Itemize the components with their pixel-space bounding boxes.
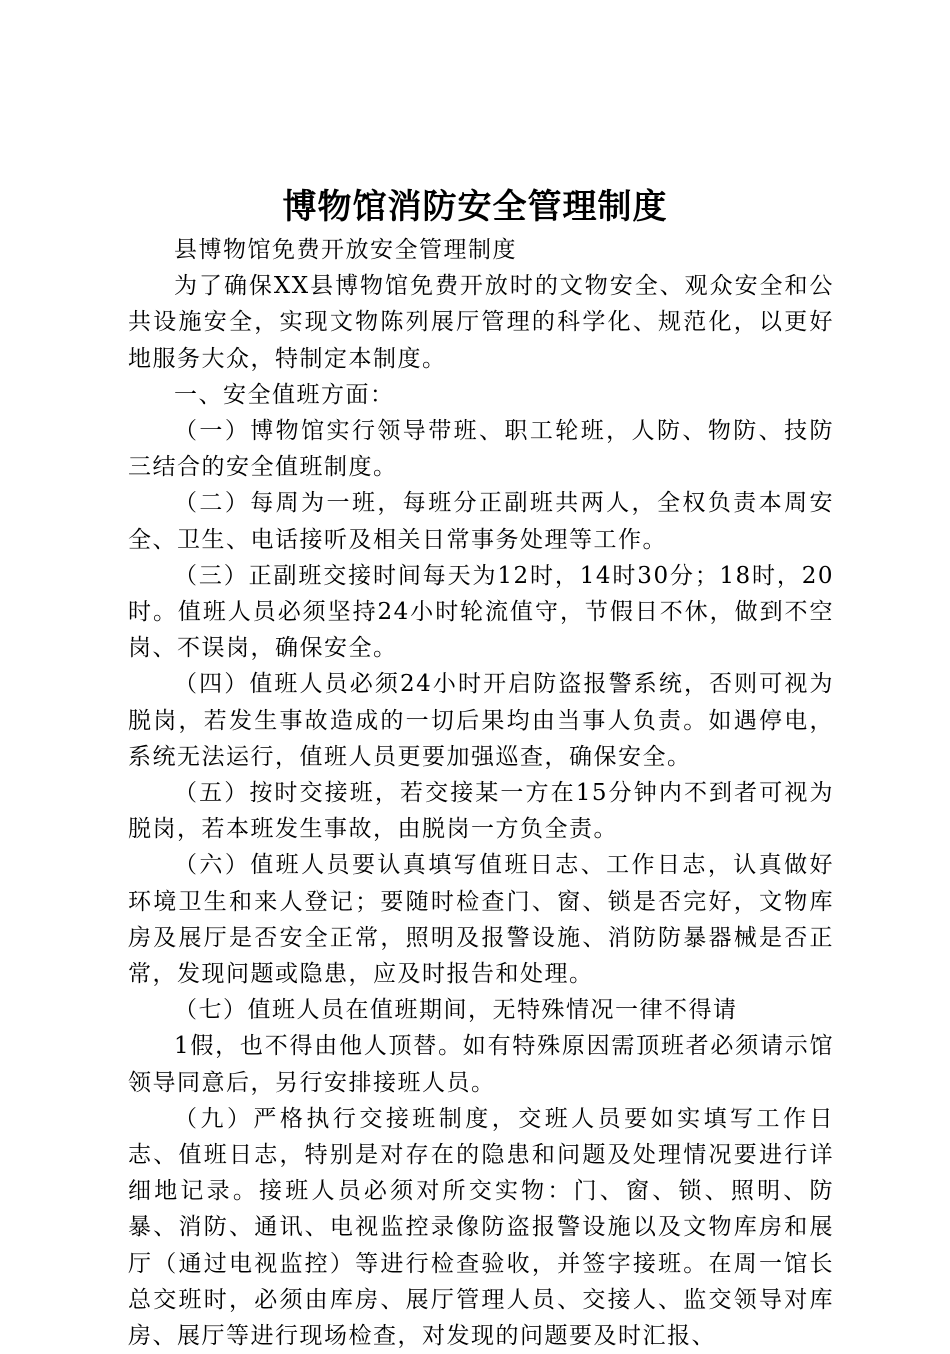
clause-paragraph: （九）严格执行交接班制度，交班人员要如实填写工作日志、值班日志，特别是对存在的隐患和问题及处理情况要进行详细地记录。接班人员必须对所交实物：门、窗、锁、照明、防暴、消防、通讯、电视监控录像防盗报警设施以及文物库房和展厅（通过电视监控）等进行检查验收，并签字接班。在周一馆长总交班时，必须由库房、展厅管理人员、交接人、监交领导对库房、展厅等进行现场检查，对发现的问题要及时汇报、	[128, 1105, 834, 1350]
clause-paragraph: （三）正副班交接时间每天为12时，14时30分；18时，20时。值班人员必须坚持24小时轮流值守，节假日不休，做到不空岗、不误岗，确保安全。	[128, 562, 834, 662]
clause-paragraph: （五）按时交接班，若交接某一方在15分钟内不到者可视为脱岗，若本班发生事故，由脱岗一方负全责。	[128, 780, 834, 843]
clause-paragraph: （一）博物馆实行领导带班、职工轮班，人防、物防、技防三结合的安全值班制度。	[128, 418, 834, 481]
clause-paragraph: （二）每周为一班，每班分正副班共两人，全权负责本周安全、卫生、电话接听及相关日常事务处理等工作。	[128, 490, 834, 553]
section-heading: 一、安全值班方面：	[174, 381, 395, 408]
clause-paragraph: （七）值班人员在值班期间，无特殊情况一律不得请	[174, 997, 738, 1024]
subtitle-paragraph: 县博物馆免费开放安全管理制度	[174, 237, 517, 263]
document-title: 博物馆消防安全管理制度	[282, 187, 668, 227]
clause-paragraph: （四）值班人员必须24小时开启防盗报警系统，否则可视为脱岗，若发生事故造成的一切后果均由当事人负责。如遇停电，系统无法运行，值班人员更要加强巡查，确保安全。	[128, 671, 834, 770]
clause-paragraph: 1假，也不得由他人顶替。如有特殊原因需顶班者必须请示馆领导同意后，另行安排接班人员。	[128, 1033, 834, 1096]
clause-paragraph: （六）值班人员要认真填写值班日志、工作日志，认真做好环境卫生和来人登记；要随时检查门、窗、锁是否完好，文物库房及展厅是否安全正常，照明及报警设施、消防防暴器械是否正常，发现问题或隐患，应及时报告和处理。	[128, 852, 834, 988]
document-body	[128, 232, 834, 1354]
intro-paragraph: 为了确保XX县博物馆免费开放时的文物安全、观众安全和公共设施安全，实现文物陈列展厅管理的科学化、规范化，以更好地服务大众，特制定本制度。	[128, 273, 834, 372]
